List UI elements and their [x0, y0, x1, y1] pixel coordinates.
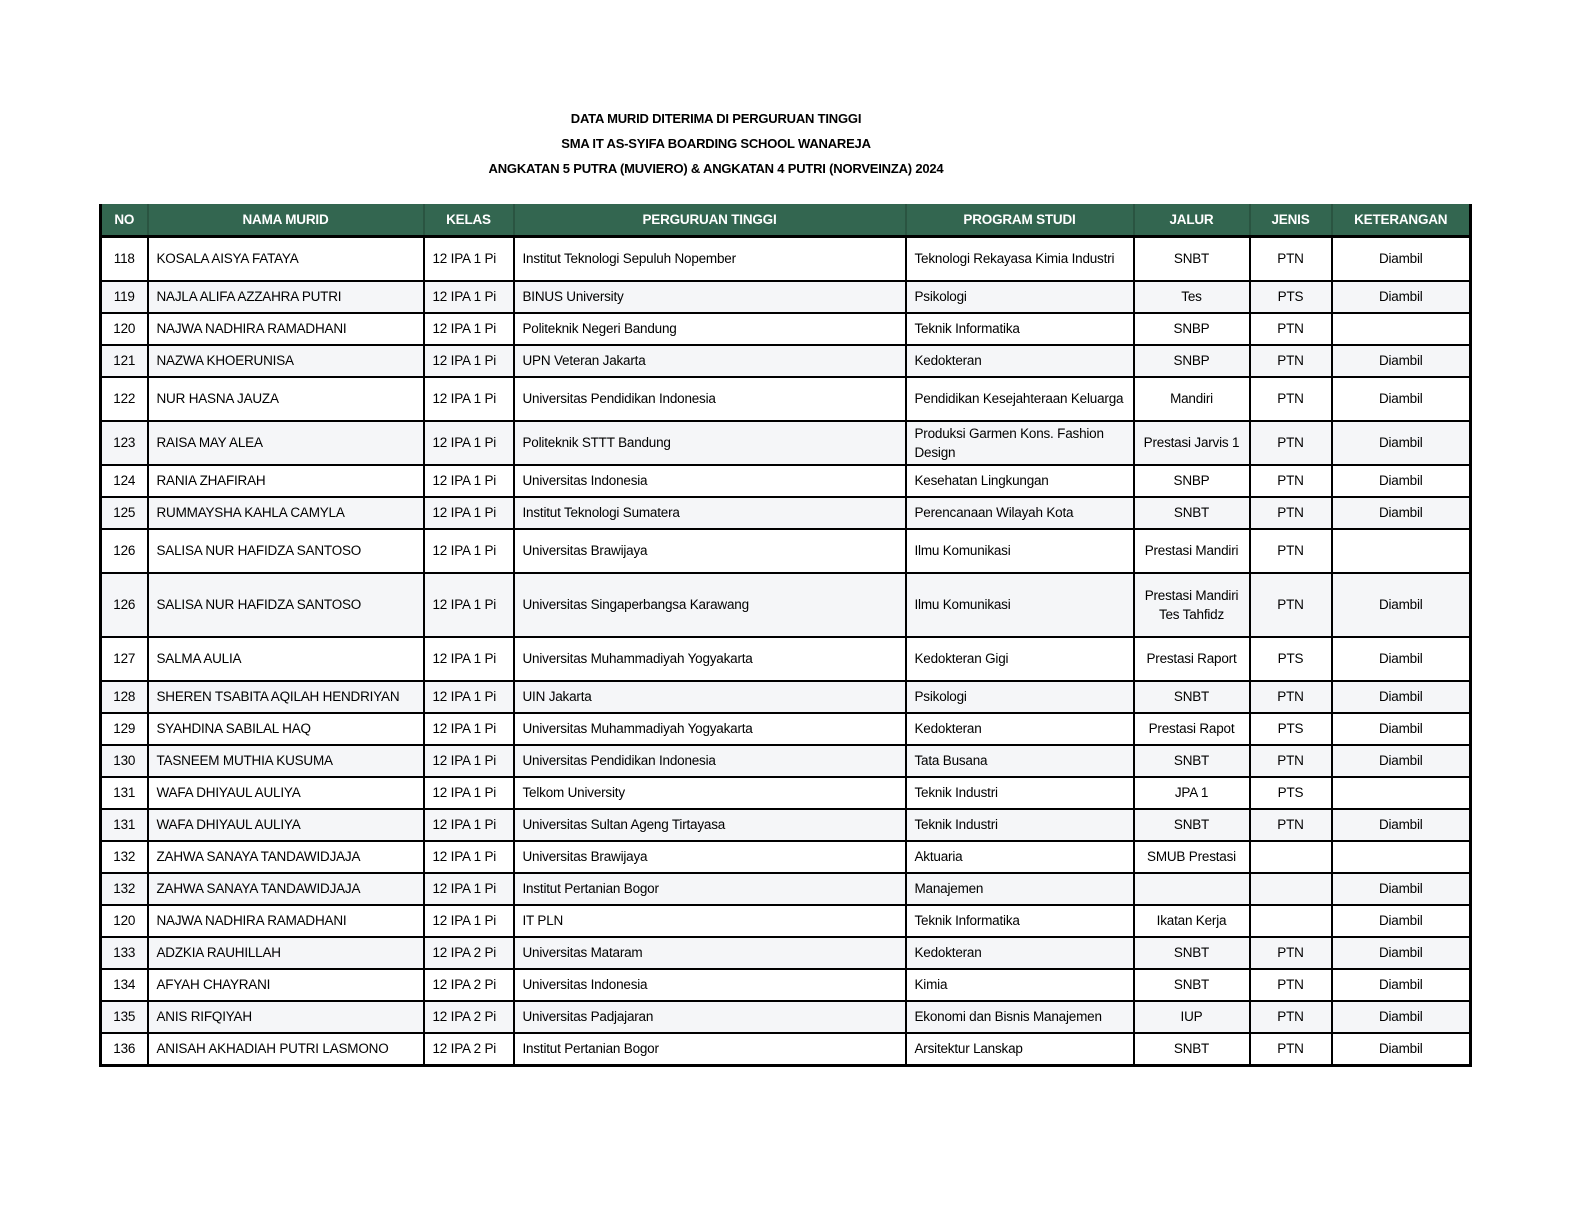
cell-jenis: PTN [1250, 745, 1332, 777]
cell-perguruan-tinggi: Institut Pertanian Bogor [514, 873, 906, 905]
table-row [101, 681, 1471, 713]
cell-jalur: Prestasi Jarvis 1 [1134, 421, 1250, 465]
cell-keterangan: Diambil [1332, 681, 1471, 713]
cell-nama-murid: TASNEEM MUTHIA KUSUMA [148, 745, 424, 777]
cell-nama-murid: SALMA AULIA [148, 637, 424, 681]
table-row [101, 873, 1471, 905]
cell-jenis: PTN [1250, 809, 1332, 841]
cell-perguruan-tinggi: Politeknik STTT Bandung [514, 421, 906, 465]
cell-perguruan-tinggi: Universitas Singaperbangsa Karawang [514, 573, 906, 637]
cell-perguruan-tinggi: Politeknik Negeri Bandung [514, 313, 906, 345]
table-row [101, 969, 1471, 1001]
cell-nama-murid: ANISAH AKHADIAH PUTRI LASMONO [148, 1033, 424, 1066]
header-jalur: JALUR [1134, 204, 1250, 237]
cell-no: 118 [101, 237, 148, 282]
cell-program-studi: Produksi Garmen Kons. Fashion Design [906, 421, 1134, 465]
cell-no: 134 [101, 969, 148, 1001]
cell-keterangan: Diambil [1332, 377, 1471, 421]
cell-jenis: PTS [1250, 637, 1332, 681]
cell-program-studi: Manajemen [906, 873, 1134, 905]
cell-kelas: 12 IPA 1 Pi [424, 841, 514, 873]
cell-perguruan-tinggi: BINUS University [514, 281, 906, 313]
cell-jalur: SNBT [1134, 969, 1250, 1001]
cell-jenis: PTN [1250, 937, 1332, 969]
cell-jenis: PTN [1250, 969, 1332, 1001]
cell-jenis: PTN [1250, 421, 1332, 465]
cell-no: 126 [101, 529, 148, 573]
cell-no: 121 [101, 345, 148, 377]
cell-kelas: 12 IPA 1 Pi [424, 681, 514, 713]
table-row [101, 713, 1471, 745]
cell-jalur: Prestasi Mandiri [1134, 529, 1250, 573]
cell-nama-murid: ADZKIA RAUHILLAH [148, 937, 424, 969]
cell-program-studi: Kesehatan Lingkungan [906, 465, 1134, 497]
cell-jenis: PTN [1250, 237, 1332, 282]
cell-jenis: PTS [1250, 713, 1332, 745]
cell-kelas: 12 IPA 1 Pi [424, 809, 514, 841]
table-row [101, 465, 1471, 497]
cell-perguruan-tinggi: Universitas Muhammadiyah Yogyakarta [514, 637, 906, 681]
cell-perguruan-tinggi: Universitas Brawijaya [514, 841, 906, 873]
cell-perguruan-tinggi: Universitas Padjajaran [514, 1001, 906, 1033]
cell-jalur: IUP [1134, 1001, 1250, 1033]
cell-kelas: 12 IPA 1 Pi [424, 713, 514, 745]
cell-perguruan-tinggi: Universitas Mataram [514, 937, 906, 969]
cell-kelas: 12 IPA 1 Pi [424, 745, 514, 777]
cell-nama-murid: NAJLA ALIFA AZZAHRA PUTRI [148, 281, 424, 313]
table-row [101, 421, 1471, 465]
cell-keterangan: Diambil [1332, 497, 1471, 529]
cell-kelas: 12 IPA 2 Pi [424, 937, 514, 969]
cell-nama-murid: WAFA DHIYAUL AULIYA [148, 809, 424, 841]
cell-keterangan [1332, 841, 1471, 873]
cell-perguruan-tinggi: Institut Teknologi Sepuluh Nopember [514, 237, 906, 282]
cell-kelas: 12 IPA 1 Pi [424, 281, 514, 313]
cell-jenis: PTN [1250, 497, 1332, 529]
document-title-block [0, 108, 1432, 183]
admissions-table [99, 204, 1472, 1067]
cell-jenis: PTN [1250, 345, 1332, 377]
cell-perguruan-tinggi: Universitas Indonesia [514, 465, 906, 497]
cell-nama-murid: NUR HASNA JAUZA [148, 377, 424, 421]
cell-no: 120 [101, 905, 148, 937]
table-row [101, 905, 1471, 937]
cell-jenis: PTN [1250, 377, 1332, 421]
cell-nama-murid: SALISA NUR HAFIDZA SANTOSO [148, 529, 424, 573]
cell-jalur: Ikatan Kerja [1134, 905, 1250, 937]
table-row [101, 841, 1471, 873]
cell-keterangan: Diambil [1332, 465, 1471, 497]
cell-no: 132 [101, 841, 148, 873]
cell-nama-murid: RUMMAYSHA KAHLA CAMYLA [148, 497, 424, 529]
cell-jenis: PTS [1250, 777, 1332, 809]
cell-kelas: 12 IPA 1 Pi [424, 637, 514, 681]
table-row [101, 937, 1471, 969]
cell-perguruan-tinggi: UIN Jakarta [514, 681, 906, 713]
table-row [101, 1033, 1471, 1066]
cell-keterangan: Diambil [1332, 637, 1471, 681]
table-row [101, 745, 1471, 777]
cell-nama-murid: SHEREN TSABITA AQILAH HENDRIYAN [148, 681, 424, 713]
cell-nama-murid: AFYAH CHAYRANI [148, 969, 424, 1001]
table-row [101, 497, 1471, 529]
cell-jenis: PTN [1250, 465, 1332, 497]
cell-no: 120 [101, 313, 148, 345]
cell-no: 131 [101, 809, 148, 841]
cell-nama-murid: SYAHDINA SABILAL HAQ [148, 713, 424, 745]
cell-jalur: SNBT [1134, 497, 1250, 529]
cell-perguruan-tinggi: Telkom University [514, 777, 906, 809]
cell-no: 135 [101, 1001, 148, 1033]
cell-kelas: 12 IPA 1 Pi [424, 905, 514, 937]
cell-no: 122 [101, 377, 148, 421]
cell-no: 119 [101, 281, 148, 313]
cell-perguruan-tinggi: UPN Veteran Jakarta [514, 345, 906, 377]
cell-program-studi: Kedokteran [906, 713, 1134, 745]
cell-perguruan-tinggi: Universitas Pendidikan Indonesia [514, 377, 906, 421]
cell-jenis: PTN [1250, 1033, 1332, 1066]
cell-nama-murid: WAFA DHIYAUL AULIYA [148, 777, 424, 809]
cell-jenis: PTN [1250, 573, 1332, 637]
cell-jalur: SNBT [1134, 681, 1250, 713]
cell-no: 129 [101, 713, 148, 745]
cell-jalur: SNBP [1134, 345, 1250, 377]
cell-jenis: PTN [1250, 529, 1332, 573]
table-row [101, 313, 1471, 345]
cell-nama-murid: ZAHWA SANAYA TANDAWIDJAJA [148, 841, 424, 873]
table-row [101, 529, 1471, 573]
cell-keterangan: Diambil [1332, 237, 1471, 282]
table-row [101, 281, 1471, 313]
cell-jenis: PTN [1250, 1001, 1332, 1033]
cell-kelas: 12 IPA 1 Pi [424, 529, 514, 573]
cell-program-studi: Teknik Industri [906, 809, 1134, 841]
cell-nama-murid: SALISA NUR HAFIDZA SANTOSO [148, 573, 424, 637]
cell-program-studi: Kedokteran [906, 345, 1134, 377]
cell-program-studi: Psikologi [906, 281, 1134, 313]
cell-jenis [1250, 841, 1332, 873]
cell-program-studi: Ilmu Komunikasi [906, 573, 1134, 637]
cell-kelas: 12 IPA 2 Pi [424, 1001, 514, 1033]
cell-program-studi: Teknik Informatika [906, 313, 1134, 345]
cell-jalur: JPA 1 [1134, 777, 1250, 809]
cell-no: 123 [101, 421, 148, 465]
cell-nama-murid: ZAHWA SANAYA TANDAWIDJAJA [148, 873, 424, 905]
cell-nama-murid: KOSALA AISYA FATAYA [148, 237, 424, 282]
cell-no: 128 [101, 681, 148, 713]
cell-program-studi: Tata Busana [906, 745, 1134, 777]
cell-jenis [1250, 873, 1332, 905]
cell-jalur: SMUB Prestasi [1134, 841, 1250, 873]
cell-keterangan: Diambil [1332, 1001, 1471, 1033]
cell-nama-murid: NAJWA NADHIRA RAMADHANI [148, 313, 424, 345]
header-no: NO [101, 204, 148, 237]
cell-program-studi: Teknik Informatika [906, 905, 1134, 937]
header-nama-murid: NAMA MURID [148, 204, 424, 237]
cell-keterangan: Diambil [1332, 421, 1471, 465]
cell-jalur: Prestasi Rapot [1134, 713, 1250, 745]
document-title: DATA MURID DITERIMA DI PERGURUAN TINGGI [570, 111, 862, 126]
cell-keterangan: Diambil [1332, 745, 1471, 777]
cell-jalur: SNBT [1134, 809, 1250, 841]
cohort-subtitle: ANGKATAN 5 PUTRA (MUVIERO) & ANGKATAN 4 PUTRI (NORVEINZA) 2024 [488, 161, 944, 176]
table-row [101, 637, 1471, 681]
cell-kelas: 12 IPA 1 Pi [424, 465, 514, 497]
header-kelas: KELAS [424, 204, 514, 237]
cell-no: 130 [101, 745, 148, 777]
cell-jalur: SNBP [1134, 313, 1250, 345]
cell-program-studi: Aktuaria [906, 841, 1134, 873]
cell-kelas: 12 IPA 1 Pi [424, 573, 514, 637]
cell-no: 131 [101, 777, 148, 809]
table-body [101, 237, 1471, 1066]
cell-jalur: SNBT [1134, 1033, 1250, 1066]
cell-kelas: 12 IPA 1 Pi [424, 377, 514, 421]
cell-perguruan-tinggi: Universitas Pendidikan Indonesia [514, 745, 906, 777]
cell-program-studi: Arsitektur Lanskap [906, 1033, 1134, 1066]
cell-perguruan-tinggi: IT PLN [514, 905, 906, 937]
cell-no: 126 [101, 573, 148, 637]
cell-no: 133 [101, 937, 148, 969]
cell-program-studi: Perencanaan Wilayah Kota [906, 497, 1134, 529]
table-row [101, 377, 1471, 421]
cell-program-studi: Teknologi Rekayasa Kimia Industri [906, 237, 1134, 282]
cell-keterangan [1332, 313, 1471, 345]
header-row [101, 204, 1471, 237]
cell-program-studi: Psikologi [906, 681, 1134, 713]
cell-perguruan-tinggi: Universitas Sultan Ageng Tirtayasa [514, 809, 906, 841]
header-perguruan-tinggi: PERGURUAN TINGGI [514, 204, 906, 237]
cell-kelas: 12 IPA 1 Pi [424, 497, 514, 529]
cell-keterangan: Diambil [1332, 969, 1471, 1001]
table-header [101, 204, 1471, 237]
cell-nama-murid: RANIA ZHAFIRAH [148, 465, 424, 497]
cell-kelas: 12 IPA 1 Pi [424, 313, 514, 345]
cell-program-studi: Pendidikan Kesejahteraan Keluarga [906, 377, 1134, 421]
cell-jalur: Mandiri [1134, 377, 1250, 421]
cell-perguruan-tinggi: Universitas Muhammadiyah Yogyakarta [514, 713, 906, 745]
cell-jenis: PTN [1250, 681, 1332, 713]
cell-nama-murid: RAISA MAY ALEA [148, 421, 424, 465]
header-jenis: JENIS [1250, 204, 1332, 237]
cell-jenis: PTS [1250, 281, 1332, 313]
cell-kelas: 12 IPA 1 Pi [424, 777, 514, 809]
cell-nama-murid: ANIS RIFQIYAH [148, 1001, 424, 1033]
cell-kelas: 12 IPA 1 Pi [424, 421, 514, 465]
cell-no: 124 [101, 465, 148, 497]
cell-perguruan-tinggi: Institut Pertanian Bogor [514, 1033, 906, 1066]
cell-jenis: PTN [1250, 313, 1332, 345]
cell-keterangan: Diambil [1332, 1033, 1471, 1066]
cell-perguruan-tinggi: Institut Teknologi Sumatera [514, 497, 906, 529]
cell-jalur: Prestasi Raport [1134, 637, 1250, 681]
cell-program-studi: Ilmu Komunikasi [906, 529, 1134, 573]
cell-kelas: 12 IPA 1 Pi [424, 873, 514, 905]
cell-no: 132 [101, 873, 148, 905]
cell-keterangan: Diambil [1332, 713, 1471, 745]
cell-perguruan-tinggi: Universitas Brawijaya [514, 529, 906, 573]
cell-program-studi: Kedokteran Gigi [906, 637, 1134, 681]
cell-kelas: 12 IPA 2 Pi [424, 1033, 514, 1066]
cell-kelas: 12 IPA 1 Pi [424, 345, 514, 377]
cell-jalur [1134, 873, 1250, 905]
cell-keterangan: Diambil [1332, 873, 1471, 905]
cell-no: 136 [101, 1033, 148, 1066]
cell-jalur: SNBT [1134, 937, 1250, 969]
cell-jalur: SNBP [1134, 465, 1250, 497]
cell-perguruan-tinggi: Universitas Indonesia [514, 969, 906, 1001]
table-row [101, 809, 1471, 841]
cell-no: 125 [101, 497, 148, 529]
cell-keterangan: Diambil [1332, 809, 1471, 841]
table-row [101, 777, 1471, 809]
table-row [101, 1001, 1471, 1033]
cell-keterangan: Diambil [1332, 281, 1471, 313]
cell-jalur: Tes [1134, 281, 1250, 313]
cell-keterangan [1332, 777, 1471, 809]
cell-program-studi: Kimia [906, 969, 1134, 1001]
cell-keterangan [1332, 529, 1471, 573]
cell-kelas: 12 IPA 2 Pi [424, 969, 514, 1001]
cell-keterangan: Diambil [1332, 573, 1471, 637]
school-name: SMA IT AS-SYIFA BOARDING SCHOOL WANAREJA [561, 136, 871, 151]
cell-keterangan: Diambil [1332, 905, 1471, 937]
header-keterangan: KETERANGAN [1332, 204, 1471, 237]
cell-jalur: SNBT [1134, 745, 1250, 777]
table-row [101, 573, 1471, 637]
cell-no: 127 [101, 637, 148, 681]
header-program-studi: PROGRAM STUDI [906, 204, 1134, 237]
cell-kelas: 12 IPA 1 Pi [424, 237, 514, 282]
cell-program-studi: Teknik Industri [906, 777, 1134, 809]
cell-keterangan: Diambil [1332, 937, 1471, 969]
cell-jalur: Prestasi Mandiri Tes Tahfidz [1134, 573, 1250, 637]
cell-nama-murid: NAZWA KHOERUNISA [148, 345, 424, 377]
cell-program-studi: Kedokteran [906, 937, 1134, 969]
cell-jalur: SNBT [1134, 237, 1250, 282]
cell-keterangan: Diambil [1332, 345, 1471, 377]
table-row [101, 237, 1471, 282]
cell-nama-murid: NAJWA NADHIRA RAMADHANI [148, 905, 424, 937]
cell-jenis [1250, 905, 1332, 937]
cell-program-studi: Ekonomi dan Bisnis Manajemen [906, 1001, 1134, 1033]
table-row [101, 345, 1471, 377]
